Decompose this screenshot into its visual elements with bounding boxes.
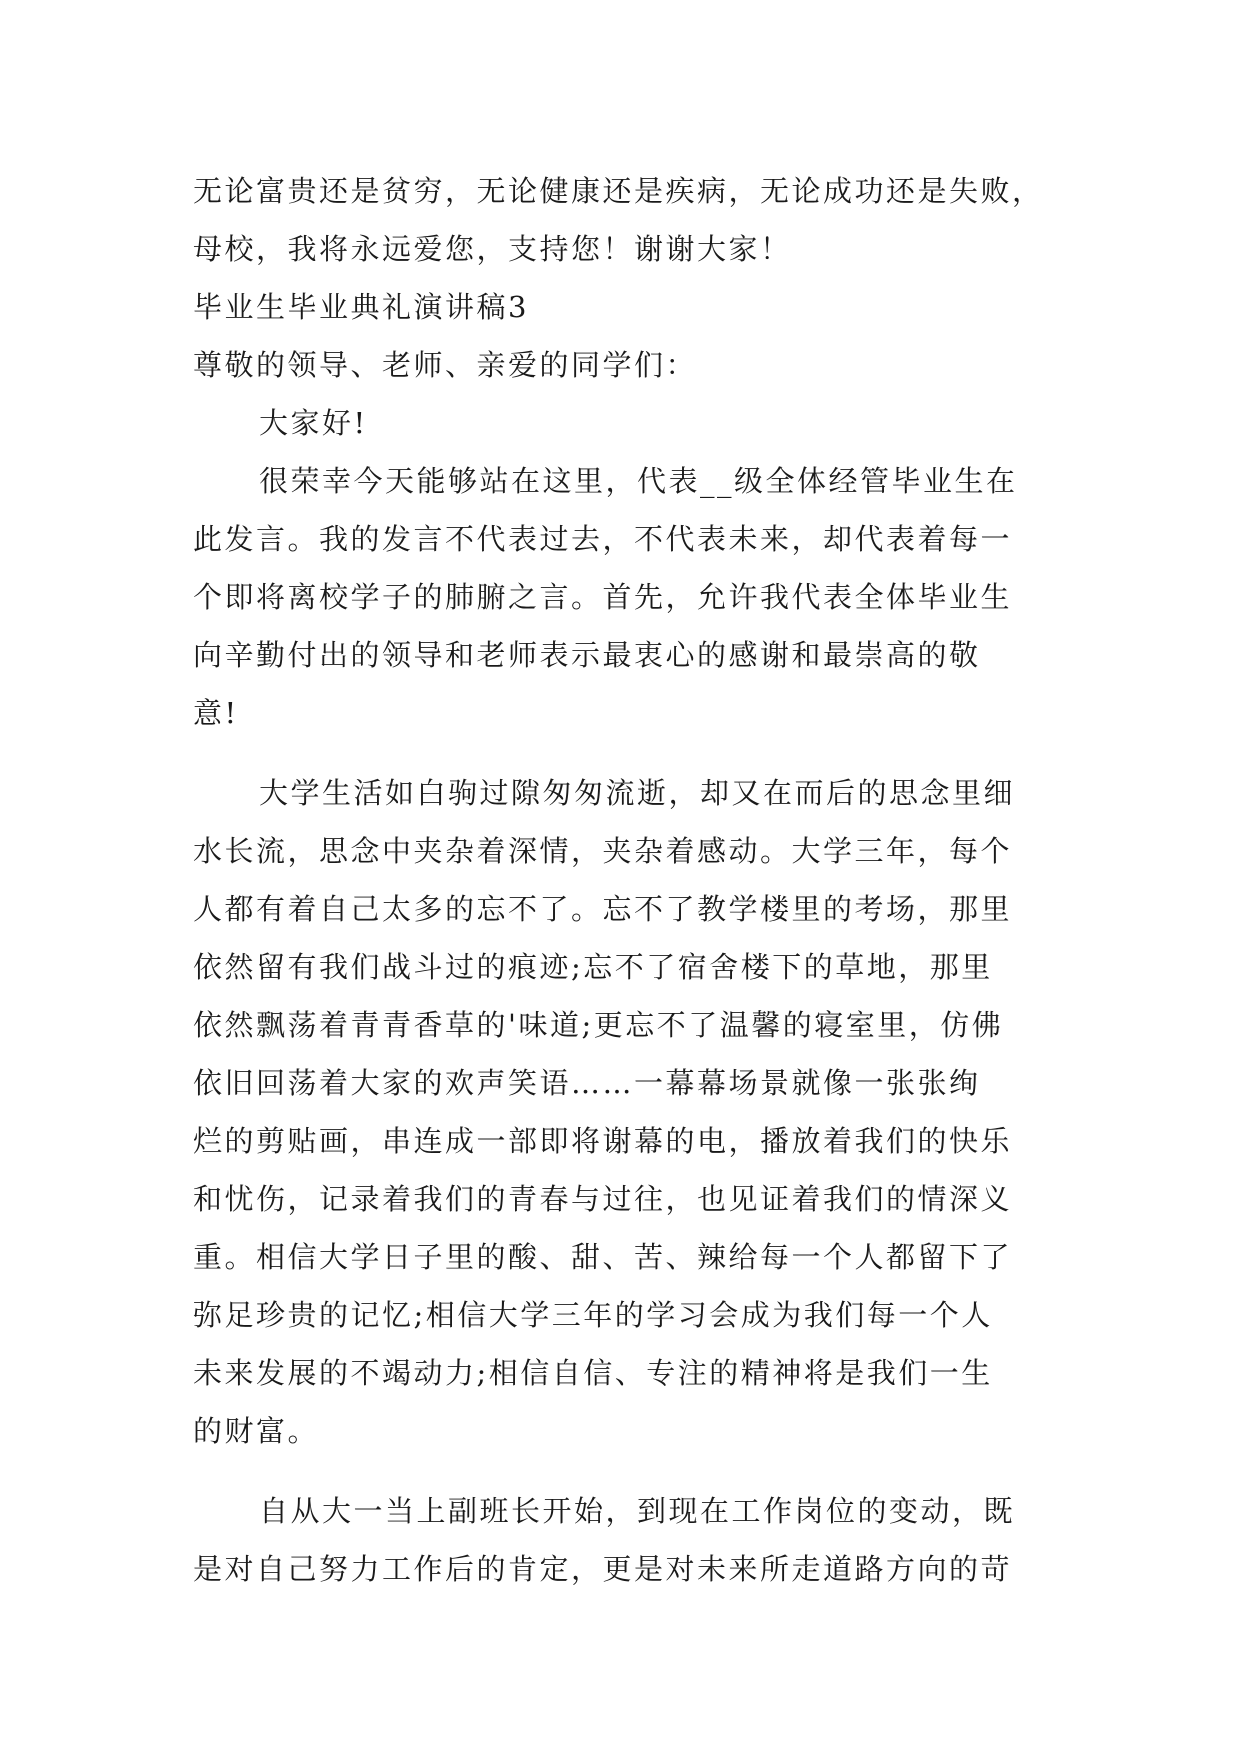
text-line: 大学生活如白驹过隙匆匆流逝，却又在而后的思念里细 (259, 776, 1016, 810)
text-line: 是对自己努力工作后的肯定，更是对未来所走道路方向的苛 (193, 1552, 1013, 1586)
paragraph-spacer (193, 1460, 1053, 1482)
text-line: 重。相信大学日子里的酸、甜、苦、辣给每一个人都留下了 (193, 1240, 1013, 1274)
text-line: 水长流，思念中夹杂着深情，夹杂着感动。大学三年，每个 (193, 834, 1013, 868)
text-line: 自从大一当上副班长开始，到现在工作岗位的变动，既 (259, 1494, 1016, 1528)
text-line: 烂的剪贴画，串连成一部即将谢幕的电，播放着我们的快乐 (193, 1124, 1013, 1158)
text-line: 依旧回荡着大家的欢声笑语……一幕幕场景就像一张张绚 (193, 1066, 981, 1100)
text-line: 的财富。 (193, 1414, 320, 1448)
text-line: 母校，我将永远爱您，支持您！谢谢大家！ (193, 232, 792, 266)
text-line: 未来发展的不竭动力;相信自信、专注的精神将是我们一生 (193, 1356, 993, 1390)
text-line: 无论富贵还是贫穷，无论健康还是疾病，无论成功还是失败， (193, 174, 1044, 208)
text-line: 向辛勤付出的领导和老师表示最衷心的感谢和最崇高的敬 (193, 638, 981, 672)
text-line: 个即将离校学子的肺腑之言。首先，允许我代表全体毕业生 (193, 580, 1013, 614)
text-line: 依然留有我们战斗过的痕迹;忘不了宿舍楼下的草地，那里 (193, 950, 993, 984)
section-title: 毕业生毕业典礼演讲稿3 (193, 290, 529, 324)
text-line: 弥足珍贵的记忆;相信大学三年的学习会成为我们每一个人 (193, 1298, 993, 1332)
text-line: 很荣幸今天能够站在这里，代表__级全体经管毕业生在 (259, 464, 1018, 498)
text-line: 此发言。我的发言不代表过去，不代表未来，却代表着每一 (193, 522, 1013, 556)
text-line: 人都有着自己太多的忘不了。忘不了教学楼里的考场，那里 (193, 892, 1013, 926)
speech-text-column (193, 162, 1053, 1598)
paragraph-spacer (193, 742, 1053, 764)
salutation: 尊敬的领导、老师、亲爱的同学们： (193, 348, 698, 382)
text-line: 和忧伤，记录着我们的青春与过往，也见证着我们的情深义 (193, 1182, 1013, 1216)
text-line: 依然飘荡着青青香草的'味道;更忘不了温馨的寝室里，仿佛 (193, 1008, 1004, 1042)
text-line: 意! (193, 696, 239, 730)
greeting: 大家好! (259, 406, 368, 440)
